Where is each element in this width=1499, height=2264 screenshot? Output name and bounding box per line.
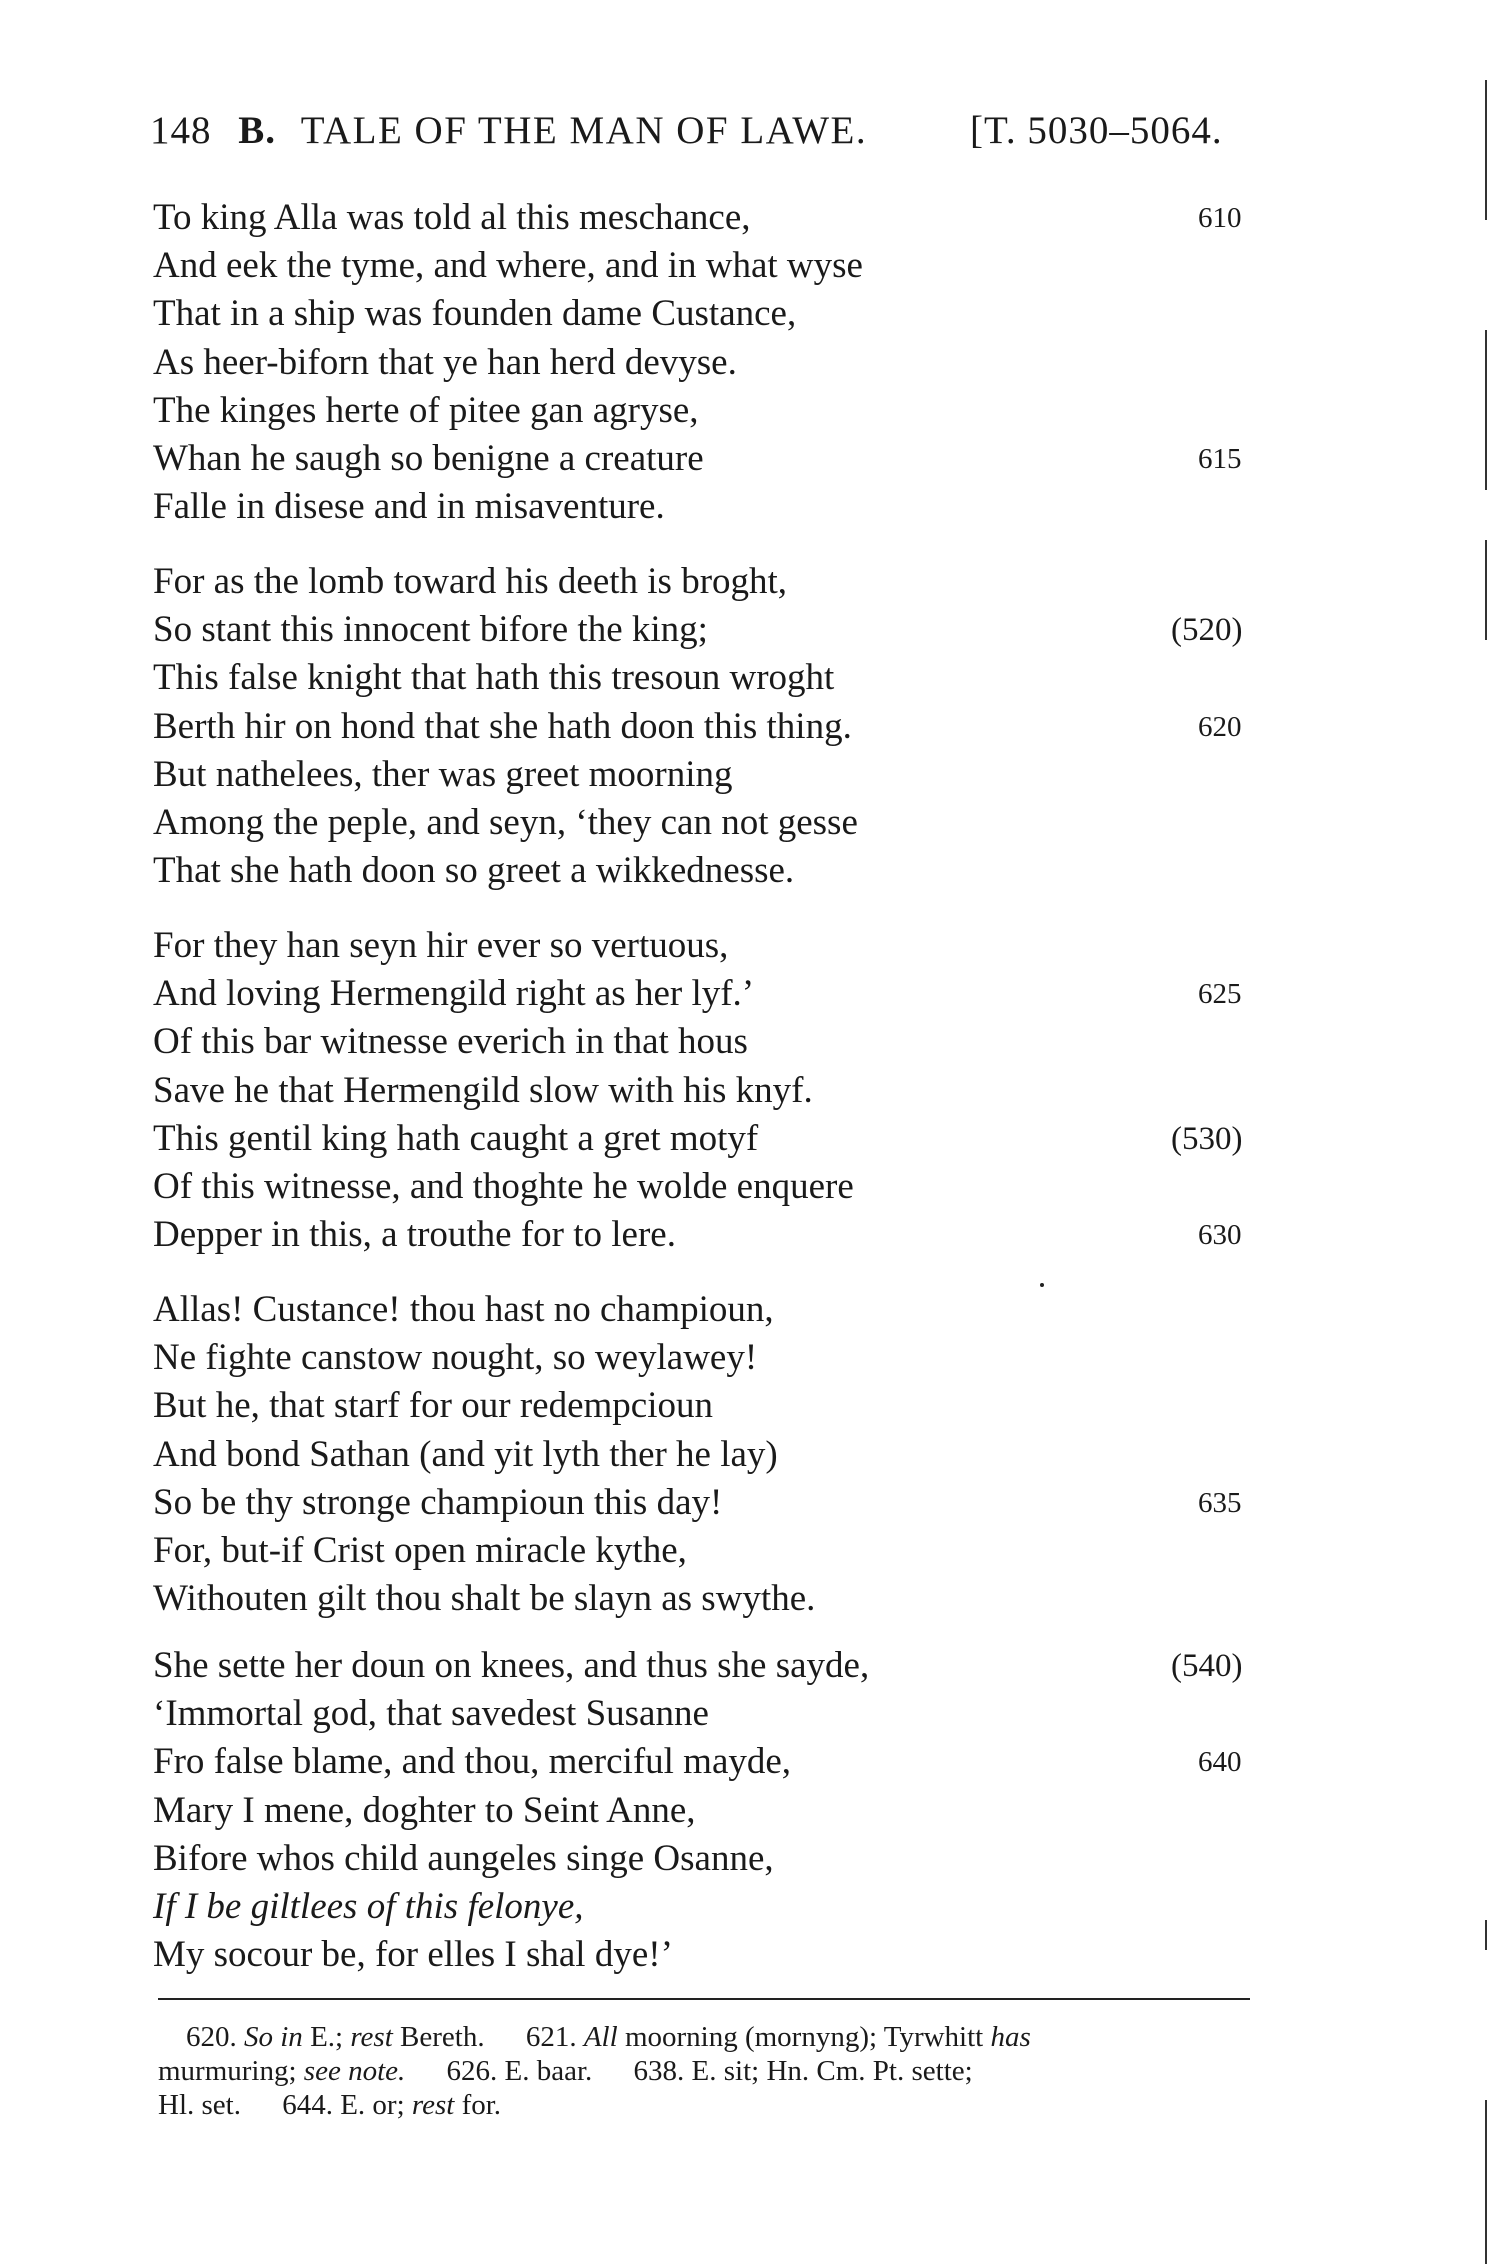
scan-edge-mark: [1485, 540, 1487, 640]
verse-line: That she hath doon so greet a wikkednesse.: [153, 850, 795, 892]
scan-edge-mark: [1485, 1920, 1487, 1950]
verse-line: She sette her doun on knees, and thus she sayde, (540): [153, 1642, 1253, 1690]
verse-line: And bond Sathan (and yit lyth ther he lay): [153, 1433, 778, 1475]
verse-line: Fro false blame, and thou, merciful mayde, 640: [153, 1738, 1253, 1786]
verse-line: Of this bar witnesse everich in that hous: [153, 1021, 748, 1063]
stanza-3: [153, 922, 1253, 1259]
line-number: (520): [1171, 612, 1243, 649]
footnote-644: 644. E. or; rest for.: [282, 2089, 502, 2121]
verse-line: So be thy stronge champioun this day! 635: [153, 1479, 1253, 1527]
verse-line: Among the peple, and seyn, ‘they can not gesse: [153, 801, 858, 843]
verse-line: The kinges herte of pitee gan agryse,: [153, 389, 699, 431]
stanza-4: [153, 1286, 1253, 1623]
stanza-1: [153, 194, 1253, 531]
verse-line: My socour be, for elles I shal dye!’: [153, 1934, 673, 1976]
footnotes: [158, 2020, 1258, 2122]
verse-line: For as the lomb toward his deeth is broght,: [153, 561, 788, 602]
verse-line: ‘Immortal god, that savedest Susanne: [153, 1693, 709, 1735]
line-number: 640: [1198, 1746, 1242, 1779]
verse-line: Depper in this, a trouthe for to lere. 630: [153, 1211, 1253, 1259]
running-header: [150, 108, 1250, 153]
verse-line: And eek the tyme, and where, and in what wyse: [153, 245, 863, 287]
line-number: 610: [1198, 202, 1242, 234]
verse-line: So stant this innocent bifore the king; (520): [153, 606, 1253, 654]
verse-line: If I be giltlees of this felonye,: [153, 1885, 584, 1927]
verse-line: Bifore whos child aungeles singe Osanne,: [153, 1837, 774, 1879]
line-reference: [T. 5030–5064.: [970, 109, 1223, 152]
footnote-line: [158, 2020, 1258, 2054]
verse-line: Save he that Hermengild slow with his knyf.: [153, 1069, 813, 1111]
verse-line: Withouten gilt thou shalt be slayn as swythe.: [153, 1578, 816, 1620]
line-number: 630: [1198, 1219, 1242, 1252]
verse-line: This false knight that hath this tresoun wroght: [153, 657, 835, 699]
verse-line: Of this witnesse, and thoghte he wolde enquere: [153, 1165, 854, 1207]
verse-line: But nathelees, ther was greet moorning: [153, 753, 733, 795]
verse-line: For, but-if Crist open miracle kythe,: [153, 1529, 687, 1571]
footnote-621: 621. All moorning (mornyng); Tyrwhitt has: [525, 2021, 1031, 2053]
verse-line: For they han seyn hir ever so vertuous,: [153, 925, 729, 966]
line-number: (530): [1171, 1120, 1243, 1157]
verse-line: But he, that starf for our redempcioun: [153, 1385, 713, 1427]
verse-line: That in a ship was founden dame Custance,: [153, 293, 797, 335]
verse-line: Whan he saugh so benigne a creature 615: [153, 435, 1253, 483]
footnote-626: 626. E. baar.: [446, 2055, 593, 2087]
verse-line: And loving Hermengild right as her lyf.’ 625: [153, 970, 1253, 1018]
verse-line: Allas! Custance! thou hast no champioun,: [153, 1289, 774, 1330]
verse-line: To king Alla was told al this meschance, 610: [153, 194, 1253, 242]
scan-edge-mark: [1485, 2100, 1487, 2264]
stanza-2: [153, 558, 1253, 895]
line-number: 615: [1198, 442, 1242, 475]
verse-line: As heer-biforn that ye han herd devyse.: [153, 341, 737, 383]
line-number: 635: [1198, 1486, 1242, 1519]
footnote-line: Hl. set. 644. E. or; rest for.: [158, 2089, 502, 2121]
running-title: TALE OF THE MAN OF LAWE.: [300, 109, 868, 152]
ink-speck: [1040, 1283, 1044, 1287]
scan-edge-mark: [1485, 330, 1487, 490]
footnote-638: 638. E. sit; Hn. Cm. Pt. sette;: [633, 2055, 973, 2087]
footnote-620: 620. So in E.; rest Bereth.: [186, 2021, 485, 2053]
footnote-line: murmuring; see note. 626. E. baar. 638. E. sit; Hn. Cm. Pt. sette;: [158, 2055, 973, 2087]
page-number: 148: [150, 109, 212, 152]
line-number: 625: [1198, 978, 1242, 1011]
verse-line: Berth hir on hond that she hath doon this thing. 620: [153, 703, 1253, 751]
stanza-5: [153, 1642, 1253, 1979]
section-letter: B.: [238, 109, 277, 152]
footnote-rule: [158, 1998, 1250, 2000]
verse-line: Mary I mene, doghter to Seint Anne,: [153, 1789, 696, 1831]
line-number: 620: [1198, 710, 1242, 743]
verse-line: Falle in disese and in misaventure.: [153, 486, 665, 528]
line-number: (540): [1171, 1648, 1243, 1684]
verse-line: Ne fighte canstow nought, so weylawey!: [153, 1337, 758, 1379]
scan-edge-mark: [1485, 80, 1487, 220]
verse-line: This gentil king hath caught a gret motyf (530): [153, 1115, 1253, 1163]
